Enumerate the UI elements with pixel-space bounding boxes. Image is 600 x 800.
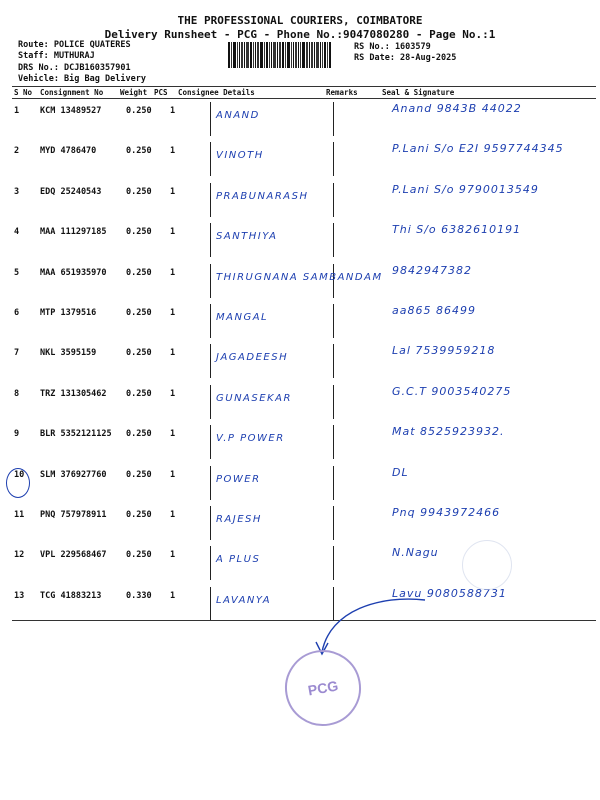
barcode-bar xyxy=(273,42,276,68)
row-signature: Pnq 9943972466 xyxy=(392,506,501,519)
row-pcs: 1 xyxy=(170,106,176,116)
row-signature: Lavu 9080588731 xyxy=(392,586,507,600)
row-consignment-no: TCG 41883213 xyxy=(40,590,102,601)
table-row xyxy=(12,221,596,261)
row-pcs: 1 xyxy=(170,469,176,480)
row-signature: N.Nagu xyxy=(392,546,439,560)
row-signature: Lal 7539959218 xyxy=(392,344,496,358)
row-signature: Anand 9843B 44022 xyxy=(392,102,522,115)
row-sno: 2 xyxy=(14,146,20,157)
row-consignee-name: SANTHIYA xyxy=(216,231,278,243)
row-consignment-no: MAA 111297185 xyxy=(40,227,107,238)
barcode-bar xyxy=(293,42,294,68)
barcode-bar xyxy=(282,42,284,68)
row-consignment-no: PNQ 757978911 xyxy=(40,510,107,520)
row-sno: 3 xyxy=(14,186,20,197)
row-consignee-name: V.P POWER xyxy=(216,433,285,445)
stamp-text: PCG xyxy=(306,677,340,699)
row-weight: 0.330 xyxy=(126,590,152,601)
row-signature: G.C.T 9003540275 xyxy=(392,384,512,398)
row-consignee-name: VINOTH xyxy=(216,150,264,162)
rs-number: RS No.: 1603579 xyxy=(354,42,431,52)
barcode-bar xyxy=(277,42,278,68)
row-consignment-no: EDQ 25240543 xyxy=(40,186,102,197)
row-pcs: 1 xyxy=(170,267,176,278)
barcode-bar xyxy=(241,42,243,68)
row-weight: 0.250 xyxy=(126,267,152,278)
barcode-bar xyxy=(231,42,232,68)
barcode-bar xyxy=(279,42,281,68)
row-sno: 5 xyxy=(14,267,20,278)
row-weight: 0.250 xyxy=(126,388,152,399)
row-consignee-name: THIRUGNANA SAMBANDAM xyxy=(216,271,383,283)
route-info: Route: POLICE QUATERES xyxy=(18,40,131,50)
barcode-bar xyxy=(302,42,305,68)
row-sno: 8 xyxy=(14,388,20,399)
row-sno: 13 xyxy=(14,590,25,601)
table-top-rule xyxy=(12,86,596,87)
row-weight: 0.250 xyxy=(126,469,152,480)
col-seal: Seal & Signature xyxy=(382,88,455,97)
row-consignee-name: ANAND xyxy=(216,110,260,121)
row-weight: 0.250 xyxy=(126,348,152,359)
row-signature: P.Lani S/o E2I 9597744345 xyxy=(392,142,564,156)
table-row xyxy=(12,423,596,463)
row-signature: aa865 86499 xyxy=(392,304,476,317)
row-consignment-no: VPL 229568467 xyxy=(40,550,107,561)
row-consignee-name: A PLUS xyxy=(216,554,261,566)
table-row xyxy=(12,262,596,302)
table-row xyxy=(12,342,596,382)
row-pcs: 1 xyxy=(170,227,176,238)
row-pcs: 1 xyxy=(170,388,176,399)
table-row xyxy=(12,100,596,140)
barcode-bar xyxy=(264,42,265,68)
table-row xyxy=(12,181,596,221)
barcode-bar xyxy=(324,42,326,68)
row-sno: 4 xyxy=(14,227,20,238)
row-pcs: 1 xyxy=(170,146,176,157)
row-weight: 0.250 xyxy=(126,227,152,238)
row-consignee-name: LAVANYA xyxy=(216,594,272,606)
barcode-bar xyxy=(257,42,259,68)
table-row xyxy=(12,383,596,423)
faint-stamp xyxy=(462,540,512,590)
runsheet-subtitle: Delivery Runsheet - PCG - Phone No.:9047080280 - Page No.:1 xyxy=(104,28,496,41)
barcode-bar xyxy=(253,42,254,68)
row-weight: 0.250 xyxy=(126,429,152,440)
row-consignment-no: MAA 651935970 xyxy=(40,267,107,278)
row-consignee-name: GUNASEKAR xyxy=(216,392,292,404)
table-row xyxy=(12,302,596,342)
row-consignment-no: SLM 376927760 xyxy=(40,469,107,480)
barcode-bar xyxy=(228,42,230,68)
row-signature: P.Lani S/o 9790013549 xyxy=(392,182,539,196)
row-signature: 9842947382 xyxy=(392,263,472,277)
row-consignee-name: RAJESH xyxy=(216,514,262,525)
barcode-bar xyxy=(329,42,331,68)
row-sno: 11 xyxy=(14,510,25,520)
row-sno: 7 xyxy=(14,348,20,359)
table-row xyxy=(12,140,596,180)
row-signature: Thi S/o 6382610191 xyxy=(392,223,522,237)
row-weight: 0.250 xyxy=(126,146,152,157)
drs-number: DRS No.: DCJB160357901 xyxy=(18,63,131,73)
table-row xyxy=(12,464,596,504)
col-pcs: PCS xyxy=(154,88,168,97)
col-sno: S No xyxy=(14,88,33,97)
col-consignee: Consignee Details xyxy=(178,88,255,97)
header-rule xyxy=(12,98,596,99)
barcode-bar xyxy=(306,42,308,68)
row-pcs: 1 xyxy=(170,510,176,520)
barcode-bar xyxy=(266,42,268,68)
row-consignee-name: POWER xyxy=(216,473,261,485)
row-consignment-no: TRZ 131305462 xyxy=(40,388,107,399)
barcode-bar xyxy=(269,42,270,68)
row-weight: 0.250 xyxy=(126,550,152,561)
barcode-bar xyxy=(246,42,249,68)
row-consignment-no: MTP 1379516 xyxy=(40,308,97,318)
table-row xyxy=(12,504,596,544)
col-consignment: Consignment No xyxy=(40,88,104,97)
row-pcs: 1 xyxy=(170,308,176,318)
barcode-bar xyxy=(233,42,236,68)
barcode-bar xyxy=(322,42,323,68)
pen-circle-mark xyxy=(6,468,30,498)
row-pcs: 1 xyxy=(170,590,176,601)
barcode-bar xyxy=(327,42,328,68)
row-sno: 1 xyxy=(14,106,20,116)
barcode-bar xyxy=(285,42,286,68)
barcode-bar xyxy=(237,42,238,68)
row-sno: 6 xyxy=(14,308,20,318)
row-weight: 0.250 xyxy=(126,510,152,520)
row-consignment-no: NKL 3595159 xyxy=(40,348,97,359)
row-sno: 10 xyxy=(14,469,25,480)
barcode-bar xyxy=(260,42,263,68)
row-weight: 0.250 xyxy=(126,186,152,197)
vehicle-info: Vehicle: Big Bag Delivery xyxy=(18,74,146,84)
row-pcs: 1 xyxy=(170,550,176,561)
col-remarks: Remarks xyxy=(326,88,358,97)
barcode-bar xyxy=(309,42,310,68)
row-consignee-name: JAGADEESH xyxy=(216,352,289,364)
row-sno: 9 xyxy=(14,429,20,440)
barcode-bar xyxy=(239,42,240,68)
barcode-bar xyxy=(298,42,299,68)
row-consignment-no: BLR 5352121125 xyxy=(40,429,112,440)
col-weight: Weight xyxy=(120,88,148,97)
row-signature: DL xyxy=(392,465,409,479)
barcode-bar xyxy=(295,42,297,68)
barcode-bar xyxy=(250,42,252,68)
barcode-bar xyxy=(320,42,321,68)
barcode-bar xyxy=(300,42,301,68)
row-pcs: 1 xyxy=(170,348,176,359)
row-pcs: 1 xyxy=(170,429,176,440)
barcode-bar xyxy=(255,42,256,68)
barcode-bar xyxy=(316,42,319,68)
barcode-bar xyxy=(271,42,272,68)
barcode-bar xyxy=(287,42,290,68)
barcode-bar xyxy=(244,42,245,68)
barcode-bar xyxy=(311,42,313,68)
staff-info: Staff: MUTHURAJ xyxy=(18,51,95,61)
company-title: THE PROFESSIONAL COURIERS, COIMBATORE xyxy=(177,14,423,27)
row-consignee-name: MANGAL xyxy=(216,312,269,323)
barcode xyxy=(228,42,350,68)
row-pcs: 1 xyxy=(170,186,176,197)
row-weight: 0.250 xyxy=(126,106,152,116)
barcode-bar xyxy=(314,42,315,68)
rs-date: RS Date: 28-Aug-2025 xyxy=(354,53,457,63)
row-weight: 0.250 xyxy=(126,308,152,318)
row-consignment-no: MYD 4786470 xyxy=(40,146,97,157)
barcode-bar xyxy=(291,42,292,68)
row-sno: 12 xyxy=(14,550,25,561)
row-signature: Mat 8525923932. xyxy=(392,425,505,439)
row-consignment-no: KCM 13489527 xyxy=(40,106,102,116)
row-consignee-name: PRABUNARASH xyxy=(216,190,309,202)
